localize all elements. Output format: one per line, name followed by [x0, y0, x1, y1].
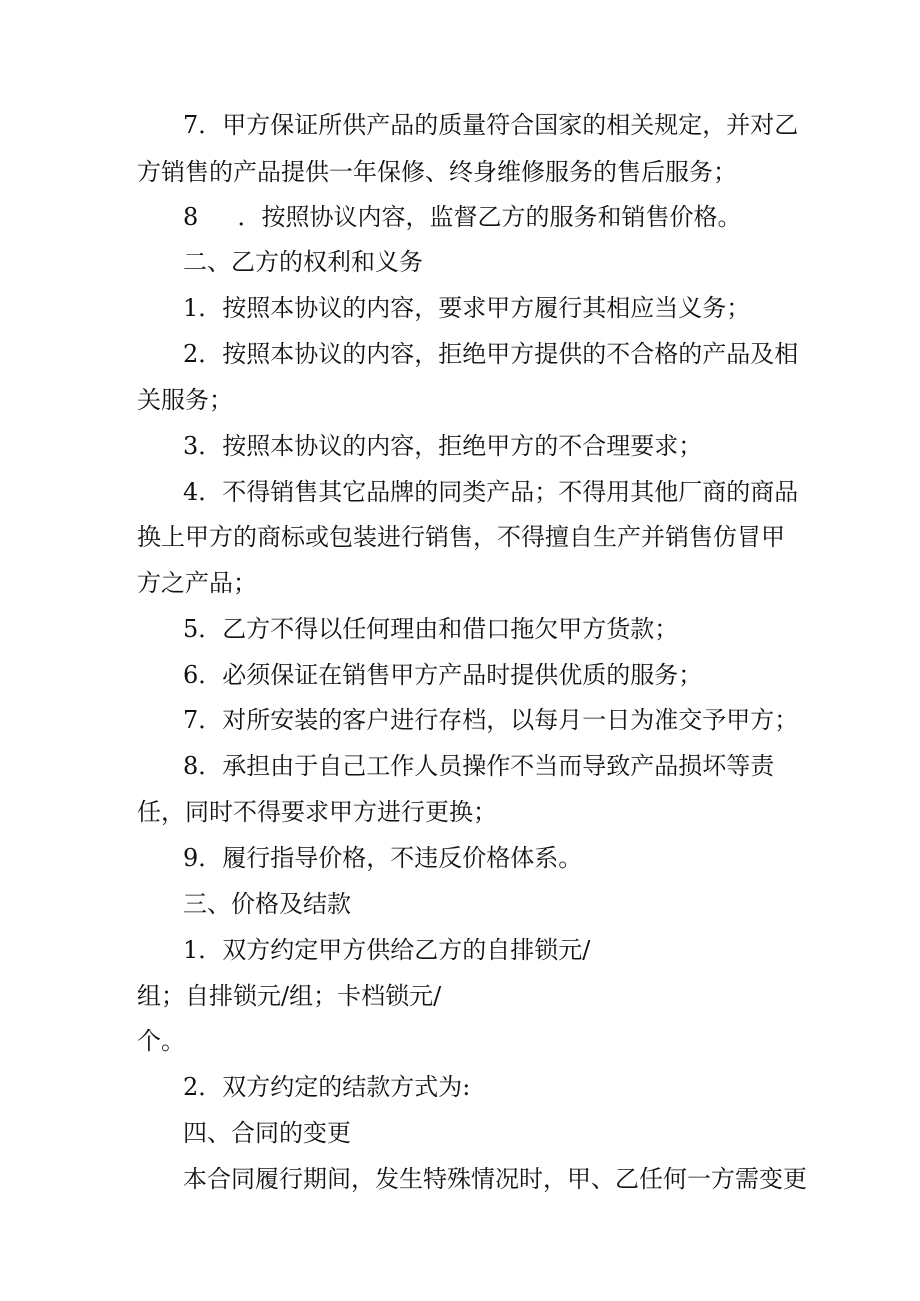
clause-b2-line-1: 2．按照本协议的内容，拒绝甲方提供的不合格的产品及相 — [183, 340, 799, 368]
clause-b8-line-1: 8．承担由于自己工作人员操作不当而导致产品损坏等责 — [183, 752, 775, 780]
section-4-heading: 四、合同的变更 — [183, 1119, 351, 1147]
clause-a7-line-2: 方销售的产品提供一年保修、终身维修服务的售后服务； — [137, 158, 737, 186]
clause-c1-line-1: 1．双方约定甲方供给乙方的自排锁元/ — [183, 936, 591, 964]
clause-b7: 7．对所安装的客户进行存档，以每月一日为准交予甲方； — [183, 706, 799, 734]
clause-b3: 3．按照本协议的内容，拒绝甲方的不合理要求； — [183, 432, 703, 460]
clause-b4-line-1: 4．不得销售其它品牌的同类产品；不得用其他厂商的商品 — [183, 478, 799, 506]
clause-b2-line-2: 关服务； — [137, 386, 233, 414]
clause-a7-line-1: 7．甲方保证所供产品的质量符合国家的相关规定，并对乙 — [183, 111, 799, 139]
clause-b6: 6．必须保证在销售甲方产品时提供优质的服务； — [183, 661, 703, 689]
section-4-paragraph-line-1: 本合同履行期间，发生特殊情况时，甲、乙任何一方需变更 — [183, 1165, 807, 1193]
clause-a8: 8 ．按照协议内容，监督乙方的服务和销售价格。 — [183, 203, 742, 231]
clause-b4-line-3: 方之产品； — [137, 569, 257, 597]
clause-b1: 1．按照本协议的内容，要求甲方履行其相应当义务； — [183, 294, 751, 322]
clause-b5: 5．乙方不得以任何理由和借口拖欠甲方货款； — [183, 615, 679, 643]
clause-b9: 9．履行指导价格，不违反价格体系。 — [183, 844, 583, 872]
clause-b8-line-2: 任，同时不得要求甲方进行更换； — [137, 798, 497, 826]
section-3-heading: 三、价格及结款 — [183, 890, 351, 918]
clause-c1-line-3: 个。 — [137, 1027, 185, 1055]
clause-c1-line-2: 组；自排锁元/组；卡档锁元/ — [137, 982, 442, 1010]
section-2-heading: 二、乙方的权利和义务 — [183, 248, 423, 276]
clause-c2: 2．双方约定的结款方式为: — [183, 1073, 471, 1101]
clause-b4-line-2: 换上甲方的商标或包装进行销售，不得擅自生产并销售仿冒甲 — [137, 523, 785, 551]
